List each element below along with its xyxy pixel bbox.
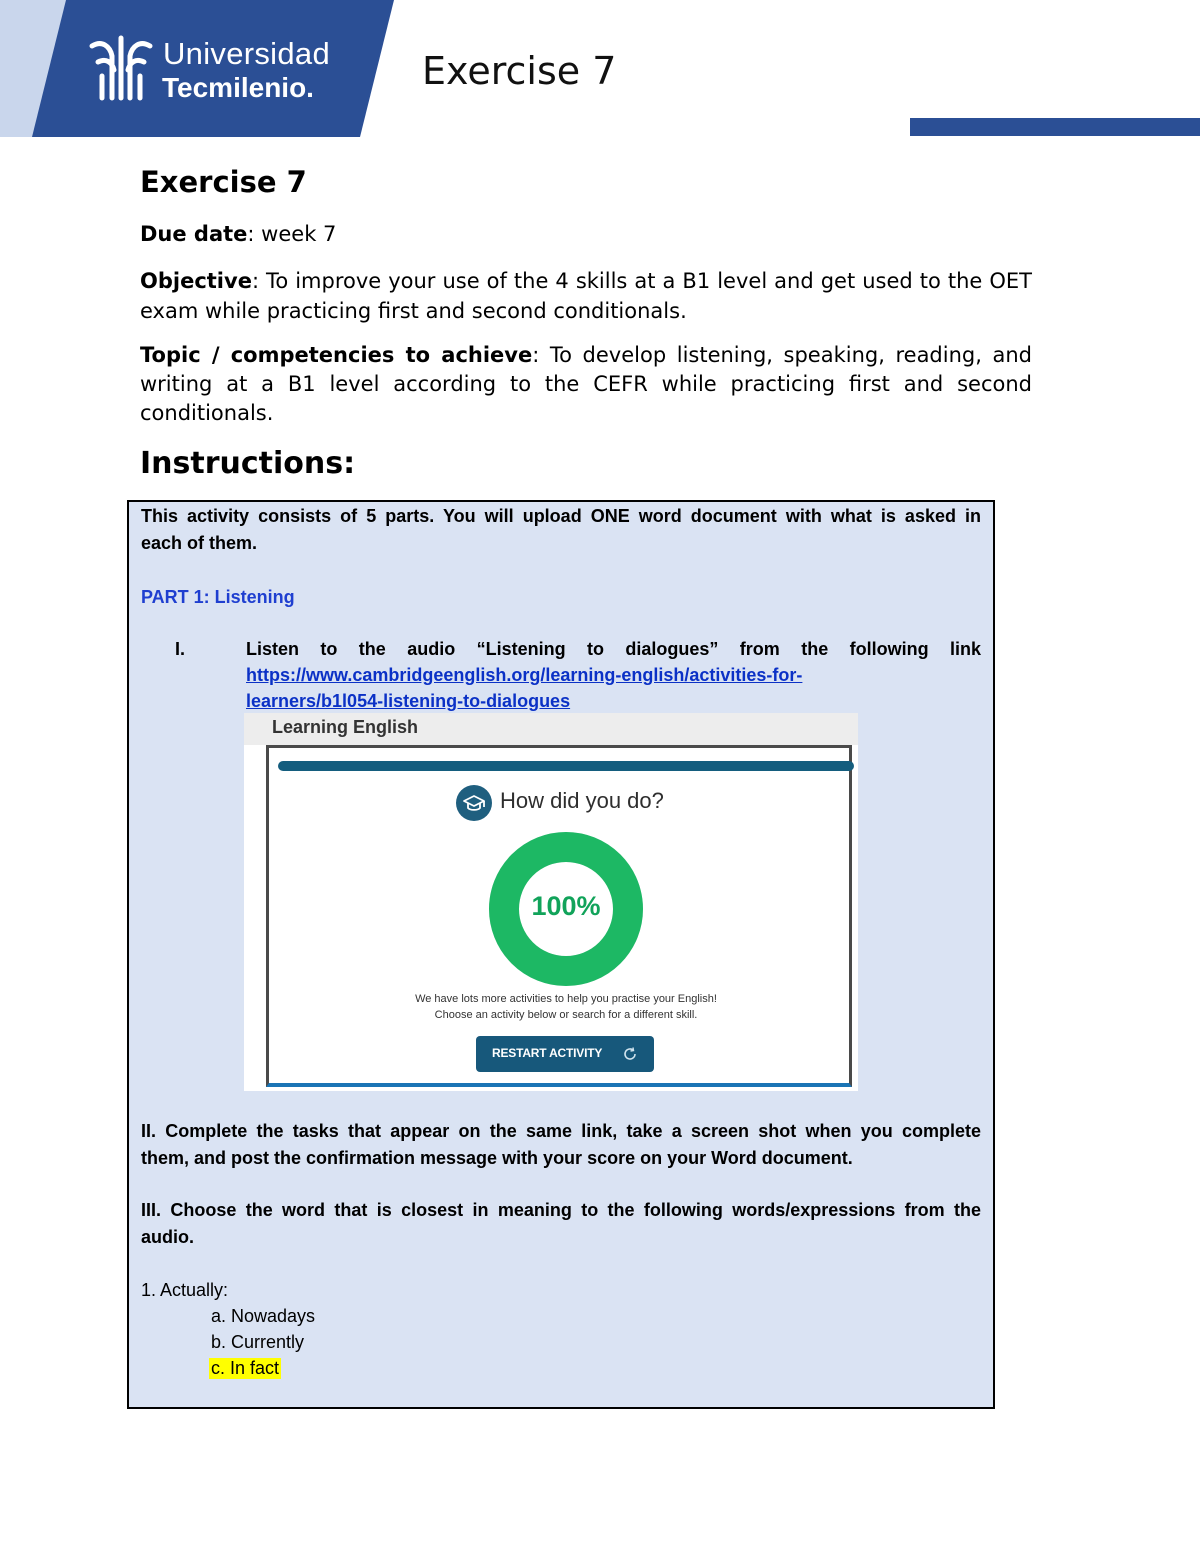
topic-paragraph	[140, 341, 1032, 428]
header-accent-bar	[910, 118, 1200, 136]
option-b: b. Currently	[211, 1332, 305, 1352]
header-title: Exercise 7	[422, 49, 617, 93]
task-2-line-2: them, and post the confirmation message with your score on your Word document.	[141, 1148, 853, 1168]
item-1-text: Listen to the audio “Listening to dialogues” from the following link	[246, 639, 981, 659]
objective-paragraph	[140, 266, 1032, 326]
result-question: How did you do?	[500, 788, 664, 813]
instructions-box	[127, 500, 995, 1409]
question-1: 1. Actually:	[141, 1280, 229, 1300]
refresh-icon	[622, 1046, 638, 1062]
activity-link-line-1[interactable]: https://www.cambridgeenglish.org/learning-english/activities-for-	[246, 665, 803, 685]
document-title: Exercise 7	[140, 165, 307, 199]
result-message-line-1: We have lots more activities to help you practise your English!	[415, 993, 717, 1005]
screenshot-header	[244, 713, 858, 745]
due-date-value: : week 7	[247, 222, 337, 246]
objective-label: Objective	[140, 269, 252, 293]
embedded-screenshot	[244, 713, 858, 1091]
result-message-line-2: Choose an activity below or search for a different skill.	[434, 1009, 698, 1021]
intro-line-2: each of them.	[141, 533, 258, 553]
part-1-heading: PART 1: Listening	[141, 587, 295, 607]
logo-text-tecmilenio: Tecmilenio.	[162, 72, 314, 103]
task-3-line-1: III. Choose the word that is closest in meaning to the following words/expressions from the	[141, 1200, 981, 1220]
progress-bar	[278, 761, 854, 771]
score-label: 100%	[531, 891, 601, 921]
topic-text: : To develop listening, speaking, reading, and writing at a B1 level according to the CEFR while practicing first and second conditionals.	[140, 343, 1032, 425]
task-2-line-1: II. Complete the tasks that appear on the same link, take a screen shot when you complete	[141, 1121, 981, 1141]
tecmilenio-logo-icon	[88, 32, 154, 102]
intro-line-1: This activity consists of 5 parts. You will upload ONE word document with what is asked in	[141, 506, 981, 526]
graduation-cap-icon	[456, 785, 492, 821]
instructions-heading: Instructions:	[140, 446, 356, 481]
task-3-line-2: audio.	[141, 1227, 194, 1247]
option-c-highlighted: c. In fact	[211, 1358, 280, 1378]
due-date-label: Due date	[140, 222, 248, 246]
due-date	[140, 222, 1032, 246]
restart-activity-button[interactable]	[476, 1036, 654, 1072]
objective-text: : To improve your use of the 4 skills at a B1 level and get used to the OET exam while practicing first and second conditionals.	[140, 269, 1032, 323]
activity-link-line-2[interactable]: learners/b1l054-listening-to-dialogues	[246, 691, 571, 711]
logo-text-universidad: Universidad	[163, 36, 330, 71]
screenshot-site-title: Learning English	[272, 717, 419, 737]
item-1-number: I.	[175, 639, 186, 659]
option-a: a. Nowadays	[211, 1306, 316, 1326]
topic-label: Topic / competencies to achieve	[140, 343, 533, 367]
restart-activity-label: RESTART ACTIVITY	[492, 1046, 603, 1060]
